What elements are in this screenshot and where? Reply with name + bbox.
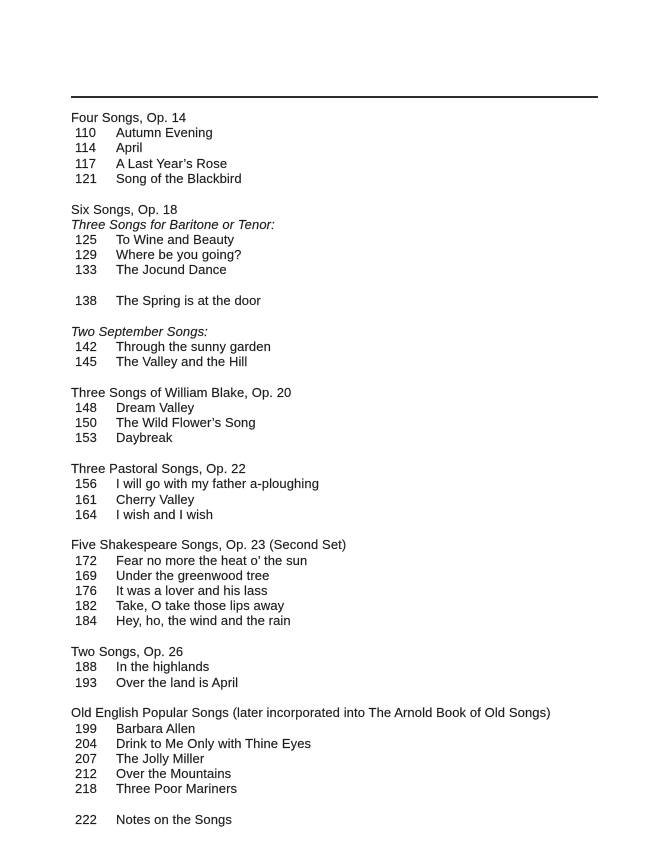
entry-title: The Valley and the Hill — [116, 354, 248, 370]
toc-entry — [71, 140, 636, 155]
section-heading: Two Songs, Op. 26 — [71, 644, 184, 660]
toc-entry — [71, 812, 636, 827]
entry-title: Autumn Evening — [116, 125, 213, 141]
entry-title: Song of the Blackbird — [116, 170, 242, 186]
section-spacer — [71, 308, 636, 324]
entry-title: The Spring is at the door — [116, 293, 261, 309]
toc-entry — [71, 736, 636, 751]
toc-entry — [71, 339, 636, 354]
entry-title: The Jocund Dance — [116, 262, 227, 278]
section-heading: Three Pastoral Songs, Op. 22 — [71, 461, 246, 477]
entry-page-number: 164 — [75, 506, 97, 522]
entry-page-number: 145 — [75, 354, 97, 370]
toc-entry — [71, 156, 636, 171]
section-subheading: Two September Songs: — [71, 323, 208, 339]
entry-page-number: 156 — [75, 476, 97, 492]
toc-entry — [71, 675, 636, 690]
toc-entry — [71, 507, 636, 522]
entry-title: Three Poor Mariners — [116, 781, 238, 797]
toc-entry — [71, 751, 636, 766]
toc-entry — [71, 721, 636, 736]
toc-entry — [71, 171, 636, 186]
toc-entry — [71, 659, 636, 674]
toc-entry — [71, 125, 636, 140]
entry-title: Dream Valley — [116, 400, 195, 416]
section-spacer — [71, 629, 636, 645]
section-spacer — [71, 522, 636, 538]
entry-page-number: 153 — [75, 430, 97, 446]
entry-title: Barbara Allen — [116, 720, 196, 736]
entry-page-number: 193 — [75, 674, 97, 690]
entry-title: The Jolly Miller — [116, 750, 205, 766]
toc-entry — [71, 553, 636, 568]
section-spacer — [71, 446, 636, 462]
entry-page-number: 188 — [75, 659, 97, 675]
entry-title: Take, O take those lips away — [116, 598, 285, 614]
entry-title: Drink to Me Only with Thine Eyes — [116, 735, 312, 751]
section-spacer — [71, 797, 636, 813]
section-heading: Five Shakespeare Songs, Op. 23 (Second Set) — [71, 537, 347, 553]
entry-page-number: 110 — [75, 125, 97, 141]
entry-page-number: 133 — [75, 262, 97, 278]
entry-page-number: 148 — [75, 400, 97, 416]
toc-entry — [71, 293, 636, 308]
entry-title: Fear no more the heat o’ the sun — [116, 552, 308, 568]
section-heading: Six Songs, Op. 18 — [71, 201, 178, 217]
section-heading: Old English Popular Songs (later incorporated into The Arnold Book of Old Songs) — [71, 705, 551, 721]
entry-page-number: 138 — [75, 293, 97, 309]
entry-title: The Wild Flower’s Song — [116, 415, 256, 431]
entry-page-number: 129 — [75, 247, 97, 263]
entry-title: It was a lover and his lass — [116, 583, 268, 599]
toc-entry — [71, 766, 636, 781]
entry-page-number: 125 — [75, 231, 97, 247]
entry-page-number: 204 — [75, 735, 97, 751]
entry-page-number: 212 — [75, 766, 97, 782]
entry-page-number: 199 — [75, 720, 97, 736]
section-heading: Three Songs of William Blake, Op. 20 — [71, 384, 292, 400]
section-spacer — [71, 278, 636, 294]
entry-page-number: 222 — [75, 812, 97, 828]
toc-entry — [71, 400, 636, 415]
entry-title: Where be you going? — [116, 247, 242, 263]
entry-title: Hey, ho, the wind and the rain — [116, 613, 291, 629]
top-rule — [71, 96, 598, 98]
entry-page-number: 142 — [75, 338, 97, 354]
entry-page-number: 218 — [75, 781, 97, 797]
entry-page-number: 161 — [75, 491, 97, 507]
entry-page-number: 207 — [75, 750, 97, 766]
table-of-contents — [71, 110, 636, 827]
entry-title: Cherry Valley — [116, 491, 195, 507]
toc-entry — [71, 430, 636, 445]
entry-title: I will go with my father a-ploughing — [116, 476, 320, 492]
toc-entry — [71, 598, 636, 613]
toc-entry — [71, 476, 636, 491]
entry-page-number: 117 — [75, 155, 97, 171]
toc-entry — [71, 262, 636, 277]
entry-title: To Wine and Beauty — [116, 231, 235, 247]
section-spacer — [71, 369, 636, 385]
entry-title: April — [116, 140, 143, 156]
toc-entry — [71, 781, 636, 796]
toc-entry — [71, 568, 636, 583]
section-subheading: Three Songs for Baritone or Tenor: — [71, 216, 275, 232]
entry-title: Under the greenwood tree — [116, 567, 270, 583]
entry-title: Through the sunny garden — [116, 338, 271, 354]
toc-entry — [71, 354, 636, 369]
toc-entry — [71, 613, 636, 628]
entry-title: Over the land is April — [116, 674, 239, 690]
section-spacer — [71, 690, 636, 706]
section-spacer — [71, 186, 636, 202]
entry-page-number: 176 — [75, 583, 97, 599]
entry-title: A Last Year’s Rose — [116, 155, 228, 171]
toc-entry — [71, 492, 636, 507]
entry-page-number: 172 — [75, 552, 97, 568]
toc-entry — [71, 415, 636, 430]
entry-title: In the highlands — [116, 659, 210, 675]
toc-entry — [71, 583, 636, 598]
entry-title: Over the Mountains — [116, 766, 232, 782]
entry-title: Notes on the Songs — [116, 812, 232, 828]
entry-page-number: 150 — [75, 415, 97, 431]
entry-page-number: 121 — [75, 170, 97, 186]
section-heading: Four Songs, Op. 14 — [71, 110, 187, 125]
toc-entry — [71, 232, 636, 247]
entry-title: I wish and I wish — [116, 506, 214, 522]
entry-page-number: 182 — [75, 598, 97, 614]
entry-page-number: 184 — [75, 613, 97, 629]
entry-title: Daybreak — [116, 430, 173, 446]
entry-page-number: 169 — [75, 567, 97, 583]
entry-page-number: 114 — [75, 140, 97, 156]
toc-entry — [71, 247, 636, 262]
